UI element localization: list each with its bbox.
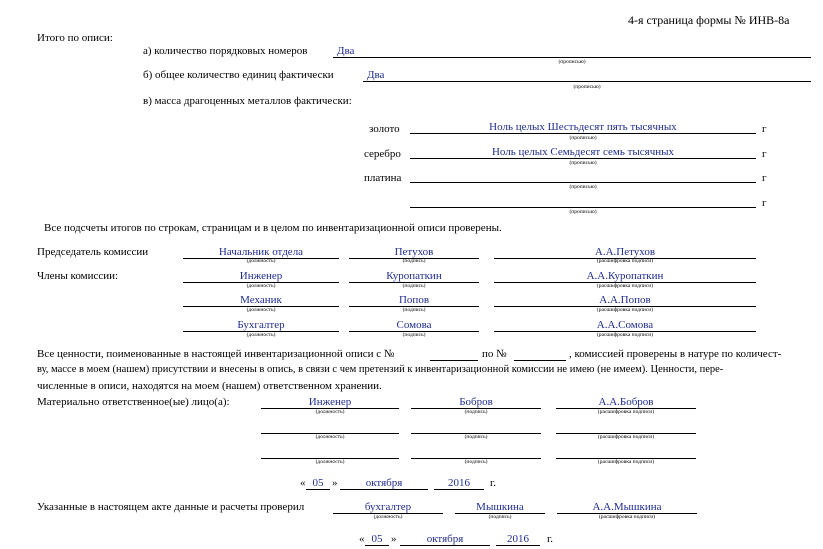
member-position-field[interactable]: Инженер [183, 270, 339, 283]
gold-unit: г [762, 123, 767, 135]
members-label: Члены комиссии: [37, 270, 119, 282]
unit-count-field[interactable]: Два [363, 69, 811, 82]
silver-hint: (прописью) [569, 160, 597, 166]
signature-caption: (подпись) [488, 514, 512, 520]
signature-caption: (подпись) [402, 258, 426, 264]
responsible-position-field[interactable]: Инженер [261, 396, 399, 409]
other-metal-hint: (прописью) [569, 209, 597, 215]
chair-decoding-field[interactable]: А.А.Петухов [494, 246, 756, 259]
statement-line-1a: Все ценности, поименованные в настоящей инвентаризационной описи с № [37, 348, 395, 360]
responsible-signature-field[interactable] [411, 421, 541, 434]
member-position-field[interactable]: Механик [183, 294, 339, 307]
to-number-field[interactable] [514, 348, 566, 361]
date2-year-field[interactable]: 2016 [496, 533, 540, 546]
statement-line-3: численные в описи, находятся на моем (нашем) ответственном хранении. [37, 380, 382, 392]
verification-text: Все подсчеты итогов по строкам, страницам и в целом по инвентаризационной описи проверены. [44, 222, 502, 234]
signature-caption: (подпись) [402, 307, 426, 313]
signature-caption: (подпись) [402, 283, 426, 289]
item-count-label: а) количество порядковых номеров [143, 45, 308, 57]
silver-label: серебро [364, 148, 401, 160]
position-caption: (должность) [246, 332, 276, 338]
checker-decoding-field[interactable]: А.А.Мышкина [557, 501, 697, 514]
gold-field[interactable]: Ноль целых Шестьдесят пять тысячных [410, 121, 756, 134]
decoding-caption: (расшифровка подписи) [596, 307, 654, 313]
date1-open-quote: « [300, 477, 306, 489]
date2-month-field[interactable]: октября [400, 533, 490, 546]
position-caption: (должность) [246, 258, 276, 264]
decoding-caption: (расшифровка подписи) [596, 332, 654, 338]
responsible-position-field[interactable] [261, 421, 399, 434]
position-caption: (должность) [315, 459, 345, 465]
signature-caption: (подпись) [464, 459, 488, 465]
member-decoding-field[interactable]: А.А.Попов [494, 294, 756, 307]
silver-unit: г [762, 148, 767, 160]
member-signature-field[interactable]: Куропаткин [349, 270, 479, 283]
date2-close-quote: » [391, 533, 397, 545]
date1-close-quote: » [332, 477, 338, 489]
unit-count-hint: (прописью) [573, 84, 601, 90]
member-signature-field[interactable]: Попов [349, 294, 479, 307]
date1-year-suffix: г. [490, 477, 497, 489]
item-count-hint: (прописью) [558, 59, 586, 65]
responsible-decoding-field[interactable]: А.А.Бобров [556, 396, 696, 409]
position-caption: (должность) [315, 409, 345, 415]
date1-day-field[interactable]: 05 [306, 477, 330, 490]
silver-field[interactable]: Ноль целых Семьдесят семь тысячных [410, 146, 756, 159]
other-metal-field[interactable] [410, 195, 756, 208]
statement-line-1c: , комиссией проверены в натуре по количест- [569, 348, 782, 360]
date2-open-quote: « [359, 533, 365, 545]
metal-mass-label: в) масса драгоценных металлов фактически: [143, 95, 352, 107]
date2-year-suffix: г. [547, 533, 554, 545]
checker-position-field[interactable]: бухгалтер [333, 501, 443, 514]
checker-signature-field[interactable]: Мышкина [455, 501, 545, 514]
responsible-signature-field[interactable] [411, 446, 541, 459]
gold-hint: (прописью) [569, 135, 597, 141]
platinum-label: платина [364, 172, 402, 184]
chair-signature-field[interactable]: Петухов [349, 246, 479, 259]
decoding-caption: (расшифровка подписи) [597, 459, 655, 465]
chair-label: Председатель комиссии [37, 246, 149, 258]
form-page-label: 4-я страница формы № ИНВ-8а [628, 13, 790, 27]
signature-caption: (подпись) [402, 332, 426, 338]
member-decoding-field[interactable]: А.А.Куропаткин [494, 270, 756, 283]
signature-caption: (подпись) [464, 434, 488, 440]
position-caption: (должность) [246, 307, 276, 313]
responsible-signature-field[interactable]: Бобров [411, 396, 541, 409]
platinum-hint: (прописью) [569, 184, 597, 190]
member-position-field[interactable]: Бухгалтер [183, 319, 339, 332]
decoding-caption: (расшифровка подписи) [598, 514, 656, 520]
item-count-field[interactable]: Два [333, 45, 811, 58]
decoding-caption: (расшифровка подписи) [597, 434, 655, 440]
position-caption: (должность) [373, 514, 403, 520]
platinum-field[interactable] [410, 170, 756, 183]
totals-title: Итого по описи: [37, 32, 113, 44]
checker-label: Указанные в настоящем акте данные и расчеты проверил [37, 501, 305, 513]
date1-year-field[interactable]: 2016 [434, 477, 484, 490]
decoding-caption: (расшифровка подписи) [596, 283, 654, 289]
responsible-position-field[interactable] [261, 446, 399, 459]
decoding-caption: (расшифровка подписи) [596, 258, 654, 264]
signature-caption: (подпись) [464, 409, 488, 415]
member-signature-field[interactable]: Сомова [349, 319, 479, 332]
position-caption: (должность) [315, 434, 345, 440]
decoding-caption: (расшифровка подписи) [597, 409, 655, 415]
member-decoding-field[interactable]: А.А.Сомова [494, 319, 756, 332]
responsible-label: Материально ответственное(ые) лицо(а): [37, 396, 230, 408]
chair-position-field[interactable]: Начальник отдела [183, 246, 339, 259]
statement-line-1b: по № [482, 348, 507, 360]
date2-day-field[interactable]: 05 [365, 533, 389, 546]
platinum-unit: г [762, 172, 767, 184]
statement-line-2: ву, массе в моем (нашем) присутствии и внесены в опись, в связи с чем претензий к инвентаризационной комиссии не имею (не имеем). Ценности, пере- [37, 364, 724, 375]
other-metal-unit: г [762, 197, 767, 209]
gold-label: золото [369, 123, 400, 135]
position-caption: (должность) [246, 283, 276, 289]
responsible-decoding-field[interactable] [556, 446, 696, 459]
from-number-field[interactable] [430, 348, 478, 361]
unit-count-label: б) общее количество единиц фактически [143, 69, 334, 81]
date1-month-field[interactable]: октября [340, 477, 428, 490]
responsible-decoding-field[interactable] [556, 421, 696, 434]
